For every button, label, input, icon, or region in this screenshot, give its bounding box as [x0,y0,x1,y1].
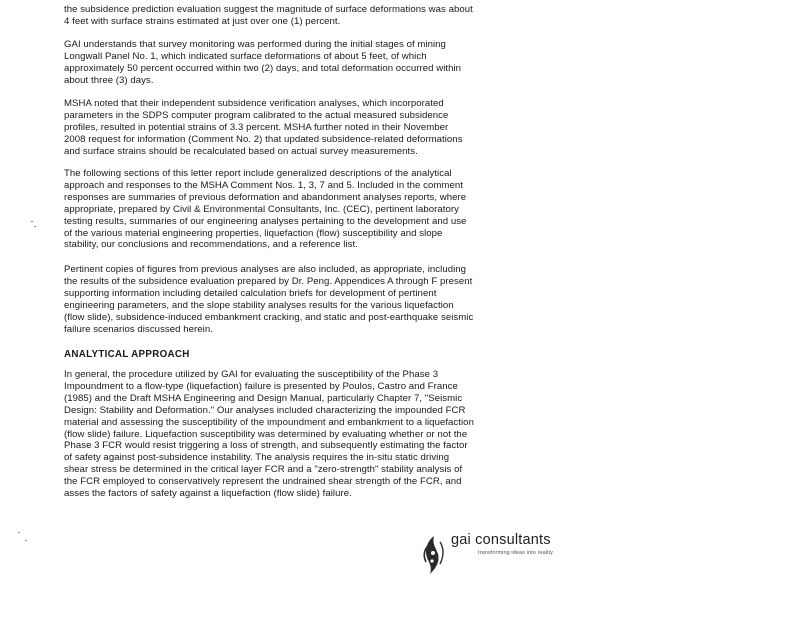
text-line: Longwall Panel No. 1, which indicated surface deformations of about 5 feet, of which [64,50,427,62]
text-line: testing results, summaries of our engineering analyses pertaining to the development and use [64,215,467,227]
text-line: profiles, resulted in potential strains of 3.3 percent. MSHA further noted in their November [64,121,449,133]
paragraph-following-sections [64,168,544,251]
paragraph-survey-monitoring [64,39,544,87]
text-line: parameters in the SDPS computer program calibrated to the actual measured subsidence [64,109,449,121]
logo-wordmark: gai consultants [451,532,551,548]
text-line: about three (3) days. [64,74,154,86]
text-line: 2008 request for information (Comment No. 2) that updated subsidence-related deformations [64,133,463,145]
scan-speck [34,226,36,227]
text-line: (flow slide) failure. Liquefaction susceptibility was determined by evaluating whether or not the [64,428,468,440]
text-line: of the various material engineering properties, liquefaction (flow) susceptibility and slope [64,227,443,239]
text-line: approach and responses to the MSHA Comment Nos. 1, 3, 7 and 5. Included in the comment [64,179,463,191]
text-line: shear stress be determined in the critical layer FCR and a "zero-strength" stability analysis of [64,464,463,476]
scan-speck [31,221,33,222]
paragraph-pertinent-copies [64,264,544,335]
paragraph-general-procedure [64,369,544,500]
text-line: asses the factors of safety against a liquefaction (flow slide) failure. [64,488,352,500]
text-line: the results of the subsidence evaluation prepared by Dr. Peng. Appendices A through F present [64,275,473,287]
gai-leaf-logo-icon [420,534,448,576]
text-line: Phase 3 FCR would resist triggering a loss of strength, and subsequently estimating the factor [64,440,468,452]
text-line: 4 feet with surface strains estimated at just over one (1) percent. [64,15,341,27]
logo-tagline: transforming ideas into reality [478,550,553,556]
text-line: Impoundment to a flow-type (liquefaction) failure is presented by Poulos, Castro and France [64,380,458,392]
text-line: stability, our conclusions and recommendations, and a reference list. [64,239,358,251]
scan-speck [25,540,27,541]
text-line: the FCR employed to conservatively represent the undrained shear strength of the FCR, and [64,476,462,488]
text-line: approximately 50 percent occurred within two (2) days, and total deformation occurred within [64,62,462,74]
text-line: (flow slide), subsidence-induced embankment cracking, and static and post-earthquake seismic [64,311,474,323]
gai-consultants-logo [420,532,590,576]
paragraph-msha-verification [64,98,544,158]
text-line: MSHA noted that their independent subsidence verification analyses, which incorporated [64,98,444,109]
paragraph-subsidence-prediction [64,4,544,28]
scan-speck [18,532,20,533]
text-line: and surface strains should be recalculated based on actual survey measurements. [64,145,418,157]
text-line: Design: Stability and Deformation." Our analyses included characterizing the impounded FCR [64,404,466,416]
section-heading-analytical-approach: ANALYTICAL APPROACH [64,349,190,360]
text-line: supporting information including detailed calculation briefs for development of pertinent [64,287,437,299]
text-line: The following sections of this letter report include generalized descriptions of the analytical [64,168,452,179]
text-line: (1985) and the Draft MSHA Engineering and Design Manual, particularly Chapter 7, "Seismic [64,392,463,404]
text-line: the subsidence prediction evaluation suggest the magnitude of surface deformations was about [64,4,473,15]
text-line: responses are summaries of previous deformation and abandonment analyses reports, where [64,191,467,203]
text-line: of safety against post-subsidence instability. The analysis requires the in-situ static driving [64,452,450,464]
text-line: In general, the procedure utilized by GAI for evaluating the susceptibility of the Phase 3 [64,369,439,380]
text-line: appropriate, prepared by Civil & Environmental Consultants, Inc. (CEC), pertinent laboratory [64,203,459,215]
text-line: material and assessing the susceptibility of the impoundment and embankment to a liquefaction [64,416,474,428]
text-line: GAI understands that survey monitoring was performed during the initial stages of mining [64,39,446,50]
text-line: failure scenarios discussed herein. [64,323,213,335]
text-line: engineering parameters, and the slope stability analyses results for the various liquefaction [64,299,454,311]
text-line: Pertinent copies of figures from previous analyses are also included, as appropriate, including [64,264,467,275]
